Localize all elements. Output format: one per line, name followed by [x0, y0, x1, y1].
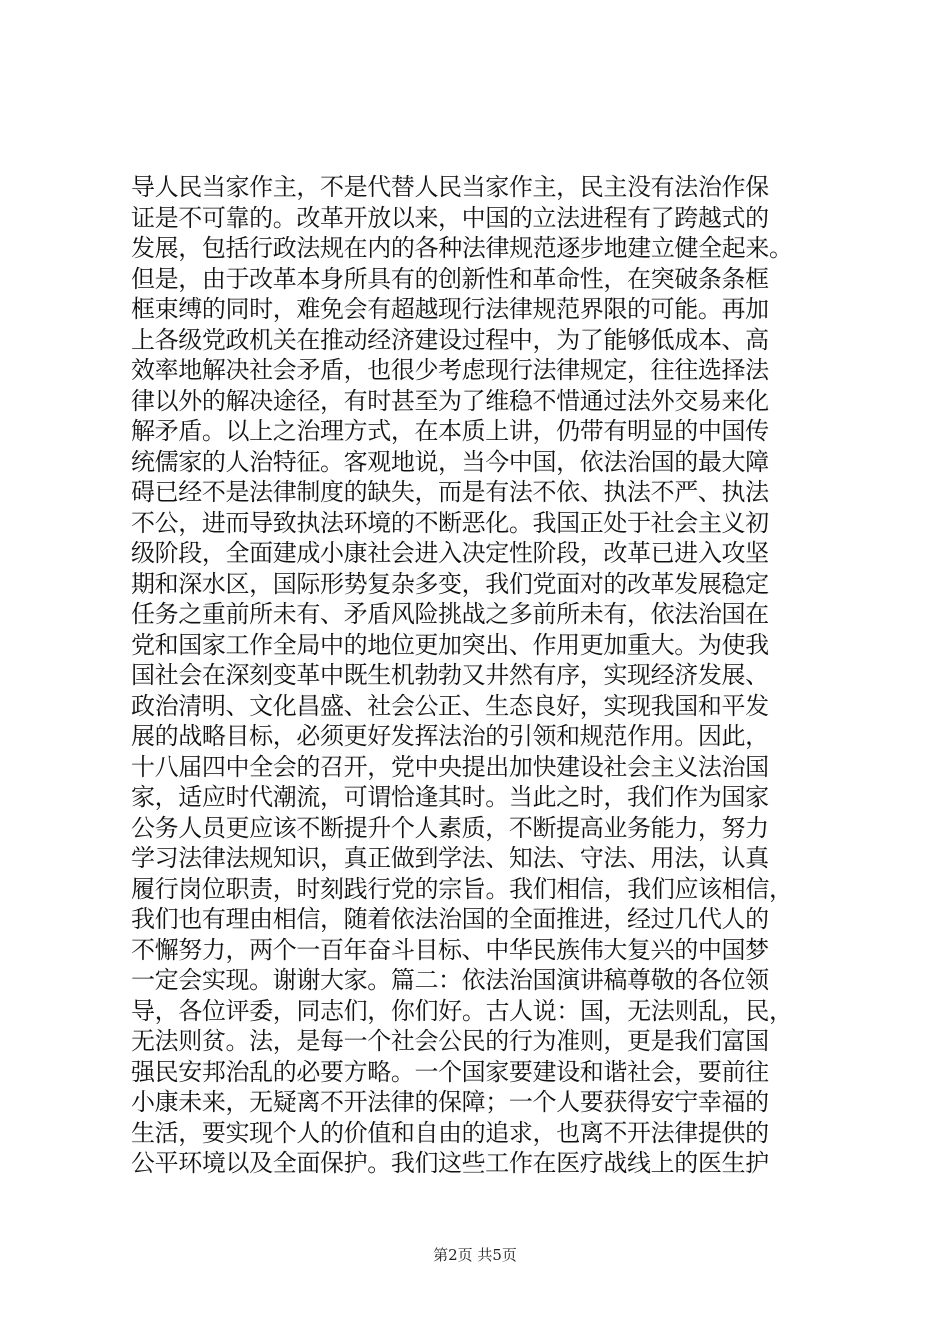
text-line: 但是，由于改革本身所具有的创新性和革命性，在突破条条框: [131, 264, 769, 293]
text-line: 公平环境以及全面保护。我们这些工作在医疗战线上的医生护: [131, 1149, 769, 1177]
text-line: 导人民当家作主，不是代替人民当家作主，民主没有法治作保: [131, 173, 769, 201]
text-line: 统儒家的人治特征。客观地说，当今中国，依法治国的最大障: [131, 447, 769, 476]
text-line: 期和深水区，国际形势复杂多变，我们党面对的改革发展稳定: [131, 569, 769, 598]
text-line: 导，各位评委，同志们，你们好。古人说：国，无法则乱，民，: [131, 996, 793, 1025]
text-line: 小康未来，无疑离不开法律的保障；一个人要获得安宁幸福的: [131, 1088, 769, 1116]
text-line: 律以外的解决途径，有时甚至为了维稳不惜通过法外交易来化: [131, 386, 769, 415]
text-line: 证是不可靠的。改革开放以来，中国的立法进程有了跨越式的: [131, 203, 769, 232]
text-line: 十八届四中全会的召开，党中央提出加快建设社会主义法治国: [131, 752, 769, 781]
text-line: 不公，进而导致执法环境的不断恶化。我国正处于社会主义初: [131, 508, 769, 537]
text-line: 上各级党政机关在推动经济建设过程中，为了能够低成本、高: [131, 325, 769, 354]
text-line: 国社会在深刻变革中既生机勃勃又井然有序，实现经济发展、: [131, 661, 769, 689]
text-line: 一定会实现。谢谢大家。篇二：依法治国演讲稿尊敬的各位领: [131, 966, 769, 994]
text-line: 党和国家工作全局中的地位更加突出、作用更加重大。为使我: [131, 630, 769, 659]
text-line: 框束缚的同时，难免会有超越现行法律规范界限的可能。再加: [131, 295, 769, 323]
text-line: 我们也有理由相信，随着依法治国的全面推进，经过几代人的: [131, 905, 769, 933]
text-line: 发展，包括行政法规在内的各种法律规范逐步地建立健全起来。: [131, 234, 793, 262]
text-line: 家，适应时代潮流，可谓恰逢其时。当此之时，我们作为国家: [131, 783, 769, 811]
text-line: 无法则贫。法，是每一个社会公民的行为准则，更是我们富国: [131, 1027, 769, 1055]
page-footer: 第2页 共5页: [433, 1246, 517, 1264]
text-line: 展的战略目标，必须更好发挥法治的引领和规范作用。因此，: [131, 722, 769, 750]
body-text: [131, 172, 831, 1179]
text-line: 政治清明、文化昌盛、社会公正、生态良好，实现我国和平发: [131, 691, 769, 720]
text-line: 生活，要实现个人的价值和自由的追求，也离不开法律提供的: [131, 1118, 769, 1147]
text-line: 解矛盾。以上之治理方式，在本质上讲，仍带有明显的中国传: [131, 417, 769, 445]
text-line: 效率地解决社会矛盾，也很少考虑现行法律规定，往往选择法: [131, 356, 769, 384]
text-line: 碍已经不是法律制度的缺失，而是有法不依、执法不严、执法: [131, 478, 769, 506]
text-line: 级阶段，全面建成小康社会进入决定性阶段，改革已进入攻坚: [131, 539, 769, 567]
text-line: 学习法律法规知识，真正做到学法、知法、守法、用法，认真: [131, 844, 769, 872]
text-line: 公务人员更应该不断提升个人素质，不断提高业务能力，努力: [131, 813, 769, 842]
text-line: 履行岗位职责，时刻践行党的宗旨。我们相信，我们应该相信，: [131, 874, 793, 903]
text-line: 强民安邦治乱的必要方略。一个国家要建设和谐社会，要前往: [131, 1057, 769, 1086]
text-line: 不懈努力，两个一百年奋斗目标、中华民族伟大复兴的中国梦: [131, 935, 769, 964]
text-line: 任务之重前所未有、矛盾风险挑战之多前所未有，依法治国在: [131, 600, 769, 628]
